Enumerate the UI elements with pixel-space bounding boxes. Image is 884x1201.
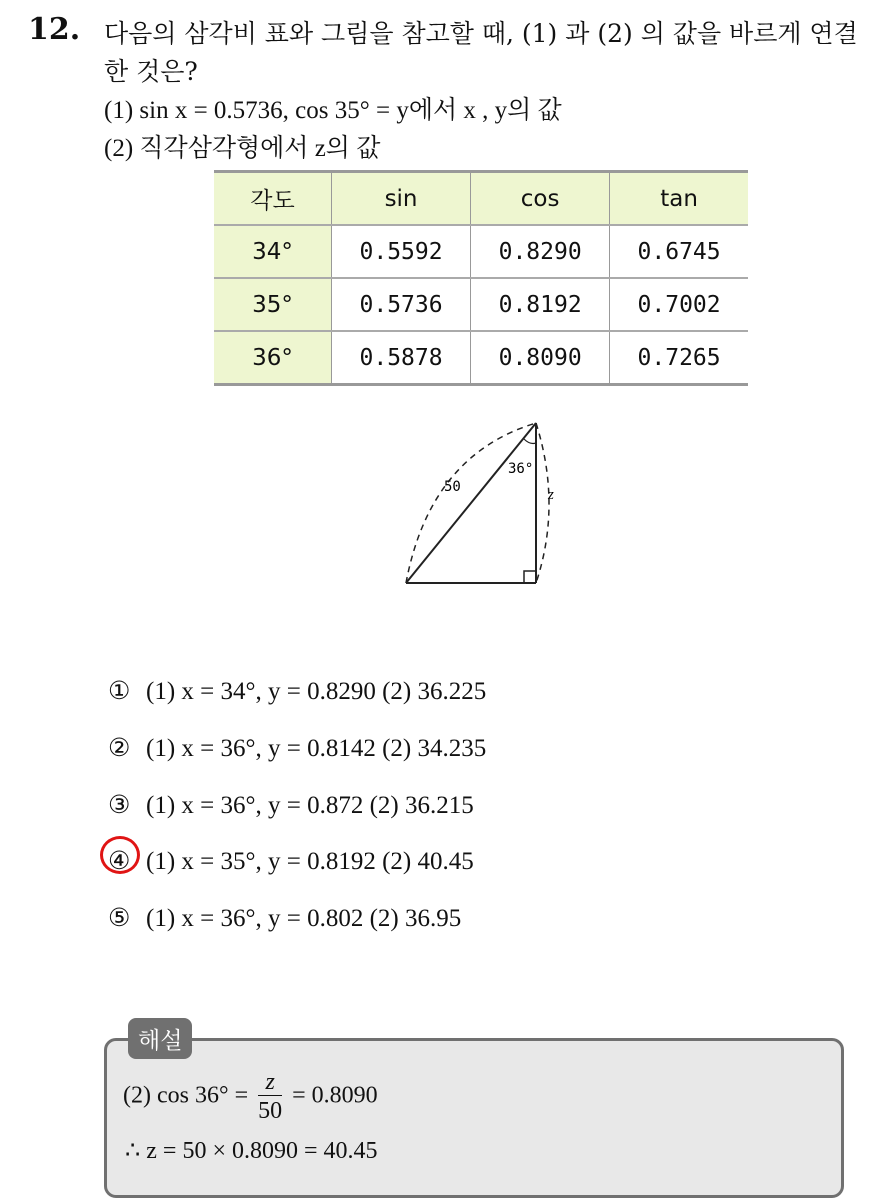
- choice-2[interactable]: [108, 733, 486, 763]
- table-cell: 0.8090: [471, 331, 610, 385]
- table-header: tan: [610, 172, 748, 226]
- table-cell: 0.7002: [610, 278, 748, 331]
- choice-number: ⑤: [108, 905, 131, 932]
- solution-cos: (2) cos 36° =: [123, 1082, 249, 1109]
- solution-result: = 0.8090: [292, 1082, 378, 1109]
- table-cell: 0.7265: [610, 331, 748, 385]
- question-text-line1: 다음의 삼각비 표와 그림을 참고할 때, (1) 과 (2) 의 값을 바르게 연결: [104, 19, 858, 48]
- label-50: 50: [444, 479, 461, 495]
- solution-tag: 해설: [128, 1018, 192, 1059]
- choice-3[interactable]: [108, 790, 474, 820]
- answer-circle-mark: [100, 836, 140, 874]
- condition-1: (1) sin x = 0.5736, cos 35° = y에서 x , y의 값: [104, 97, 562, 124]
- table-cell: 0.5878: [332, 331, 471, 385]
- fraction-numerator: z: [265, 1069, 275, 1095]
- table-cell: 0.8192: [471, 278, 610, 331]
- choice-text: (1) x = 34°, y = 0.8290 (2) 36.225: [146, 678, 487, 705]
- choice-text: (1) x = 36°, y = 0.872 (2) 36.215: [146, 792, 474, 819]
- choice-1[interactable]: [108, 676, 486, 706]
- table-row: [214, 278, 748, 331]
- table-cell: 0.5736: [332, 278, 471, 331]
- fraction-denominator: 50: [258, 1095, 282, 1124]
- arc-z: [536, 423, 549, 583]
- table-row: [214, 331, 748, 385]
- label-angle: 36°: [508, 461, 534, 477]
- right-angle-mark: [524, 571, 536, 583]
- choice-text: (1) x = 36°, y = 0.8142 (2) 34.235: [146, 735, 487, 762]
- condition-2: (2) 직각삼각형에서 z의 값: [104, 135, 381, 162]
- table-header-row: [214, 172, 748, 226]
- table-header: sin: [332, 172, 471, 226]
- solution-fraction: [258, 1069, 282, 1125]
- trig-table: [214, 170, 748, 386]
- table-cell: 0.5592: [332, 225, 471, 278]
- table-cell: 34°: [214, 225, 332, 278]
- label-z: z: [548, 487, 554, 503]
- table-cell: 36°: [214, 331, 332, 385]
- table-header: 각도: [214, 172, 332, 226]
- choice-number: ①: [108, 678, 131, 705]
- angle-arc: [524, 439, 536, 444]
- choice-number: ④: [108, 848, 131, 875]
- table-cell: 0.6745: [610, 225, 748, 278]
- question-text-line2: 한 것은?: [104, 57, 198, 86]
- choice-number: ②: [108, 735, 131, 762]
- solution-line2: ∴ z = 50 × 0.8090 = 40.45: [125, 1138, 378, 1164]
- table-cell: 35°: [214, 278, 332, 331]
- choice-4[interactable]: [108, 846, 474, 876]
- choice-number: ③: [108, 792, 131, 819]
- table-cell: 0.8290: [471, 225, 610, 278]
- triangle-hypotenuse: [406, 423, 536, 583]
- solution-line1: [123, 1069, 378, 1125]
- choice-5[interactable]: [108, 903, 461, 933]
- table-header: cos: [471, 172, 610, 226]
- table-row: [214, 225, 748, 278]
- question-number: 12.: [28, 12, 81, 47]
- triangle-figure: [390, 415, 570, 595]
- choice-text: (1) x = 36°, y = 0.802 (2) 36.95: [146, 905, 462, 932]
- solution-box: [104, 1038, 844, 1198]
- choice-text: (1) x = 35°, y = 0.8192 (2) 40.45: [146, 848, 474, 875]
